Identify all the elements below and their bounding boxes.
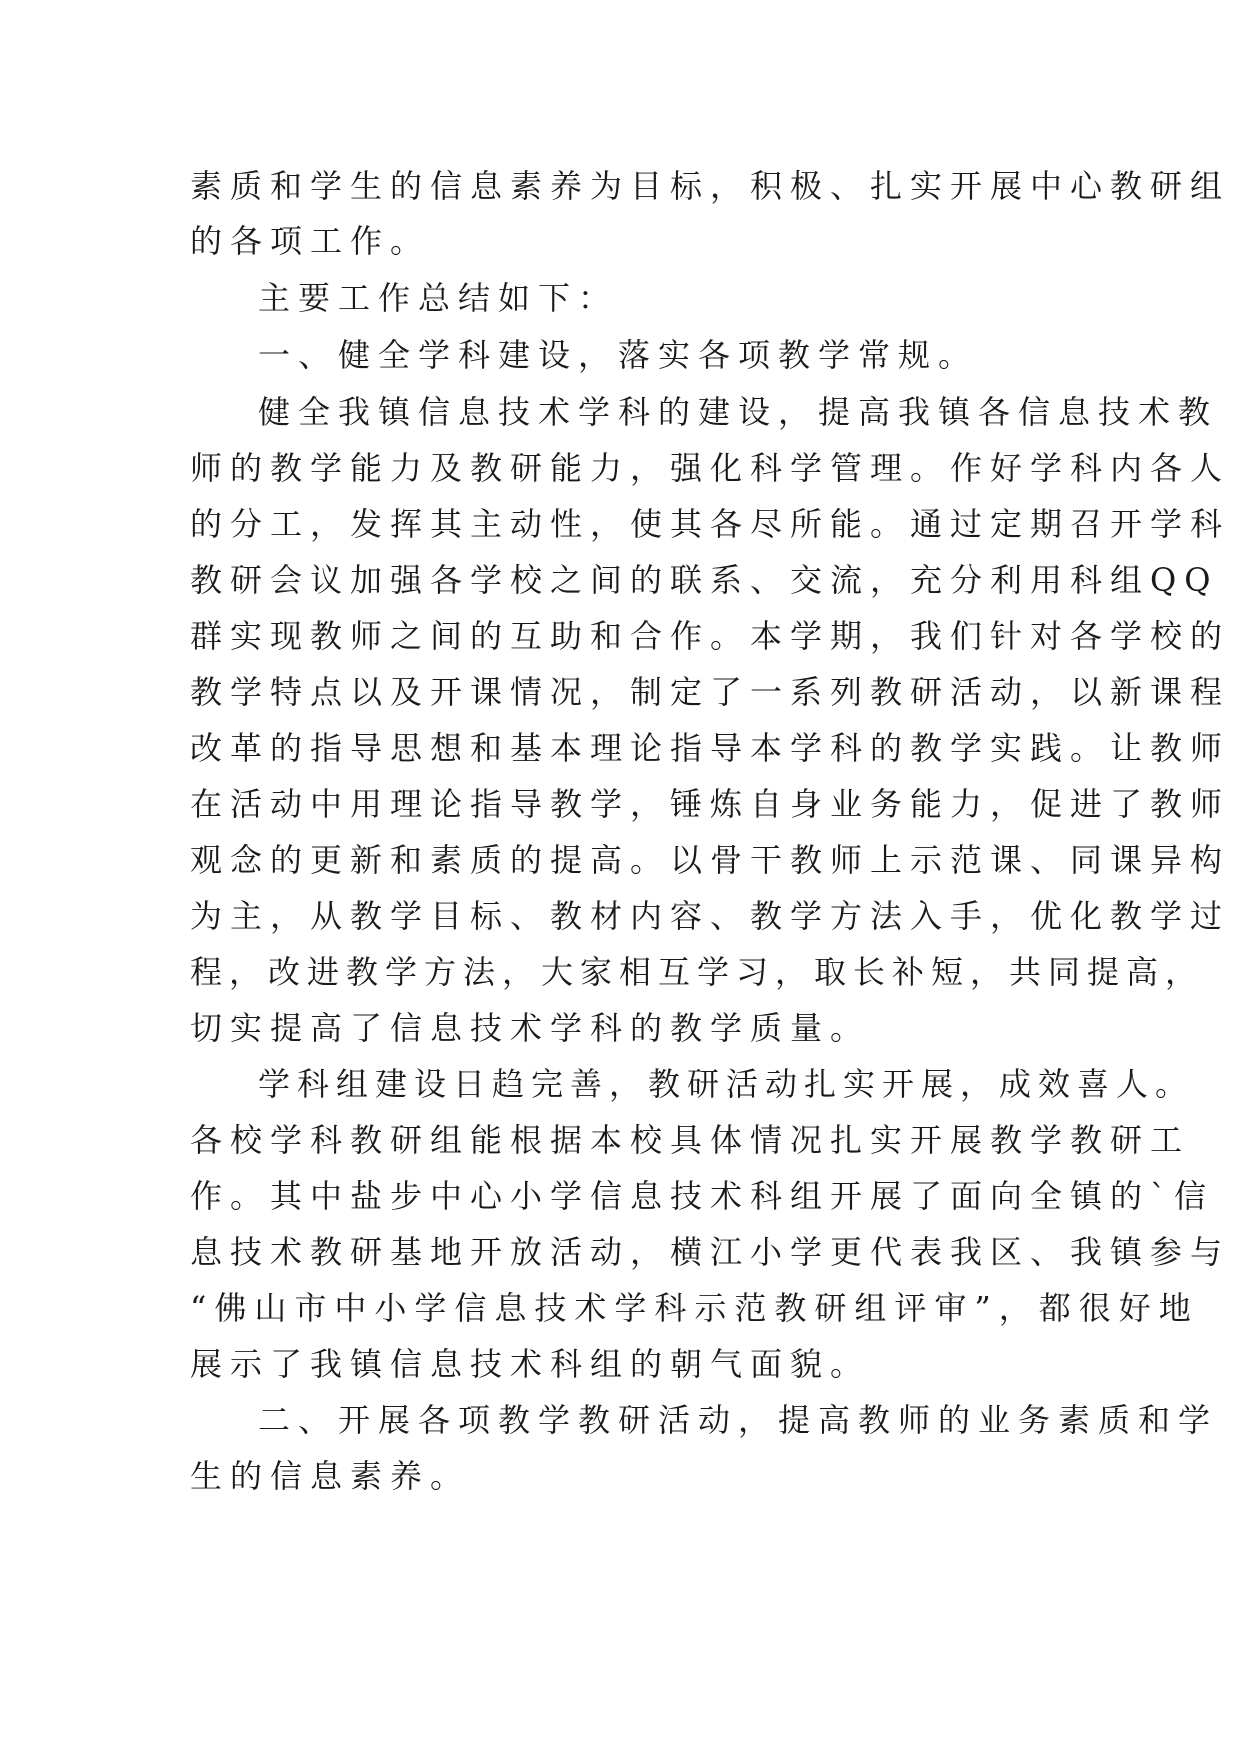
text-line: 改革的指导思想和基本理论指导本学科的教学实践。让教师 <box>190 729 1231 767</box>
text-line: 教学特点以及开课情况，制定了一系列教研活动，以新课程 <box>190 673 1231 711</box>
section-heading-2: 二、开展各项教学教研活动，提高教师的业务素质和学 <box>258 1401 1219 1439</box>
text-line: 教研会议加强各学校之间的联系、交流，充分利用科组QQ <box>190 561 1219 599</box>
section-heading-1: 一、健全学科建设，落实各项教学常规。 <box>258 336 979 374</box>
text-line: 观念的更新和素质的提高。以骨干教师上示范课、同课异构 <box>190 841 1231 879</box>
text-line: 在活动中用理论指导教学，锤炼自身业务能力，促进了教师 <box>190 785 1231 823</box>
text-line: 主要工作总结如下： <box>258 279 619 317</box>
text-line: 各校学科教研组能根据本校具体情况扎实开展教学教研工 <box>190 1121 1191 1159</box>
text-line: 学科组建设日趋完善，教研活动扎实开展，成效喜人。 <box>258 1065 1195 1103</box>
text-line: 素质和学生的信息素养为目标，积极、扎实开展中心教研组 <box>190 167 1231 205</box>
text-line: 的分工，发挥其主动性，使其各尽所能。通过定期召开学科 <box>190 505 1231 543</box>
text-line: “佛山市中小学信息技术学科示范教研组评审”，都很好地 <box>190 1289 1199 1327</box>
text-line: 师的教学能力及教研能力，强化科学管理。作好学科内各人 <box>190 449 1231 487</box>
text-line: 健全我镇信息技术学科的建设，提高我镇各信息技术教 <box>258 393 1219 431</box>
text-line: 息技术教研基地开放活动，横江小学更代表我区、我镇参与 <box>190 1233 1231 1271</box>
text-line: 的各项工作。 <box>190 222 431 260</box>
text-line: 群实现教师之间的互助和合作。本学期，我们针对各学校的 <box>190 617 1231 655</box>
text-line: 切实提高了信息技术学科的教学质量。 <box>190 1009 871 1047</box>
text-line: 生的信息素养。 <box>190 1457 471 1495</box>
text-line: 作。其中盐步中心小学信息技术科组开展了面向全镇的`信 <box>190 1177 1215 1215</box>
text-line: 程，改进教学方法，大家相互学习，取长补短，共同提高， <box>190 953 1205 991</box>
text-line: 为主，从教学目标、教材内容、教学方法入手，优化教学过 <box>190 897 1231 935</box>
text-line: 展示了我镇信息技术科组的朝气面貌。 <box>190 1345 871 1383</box>
